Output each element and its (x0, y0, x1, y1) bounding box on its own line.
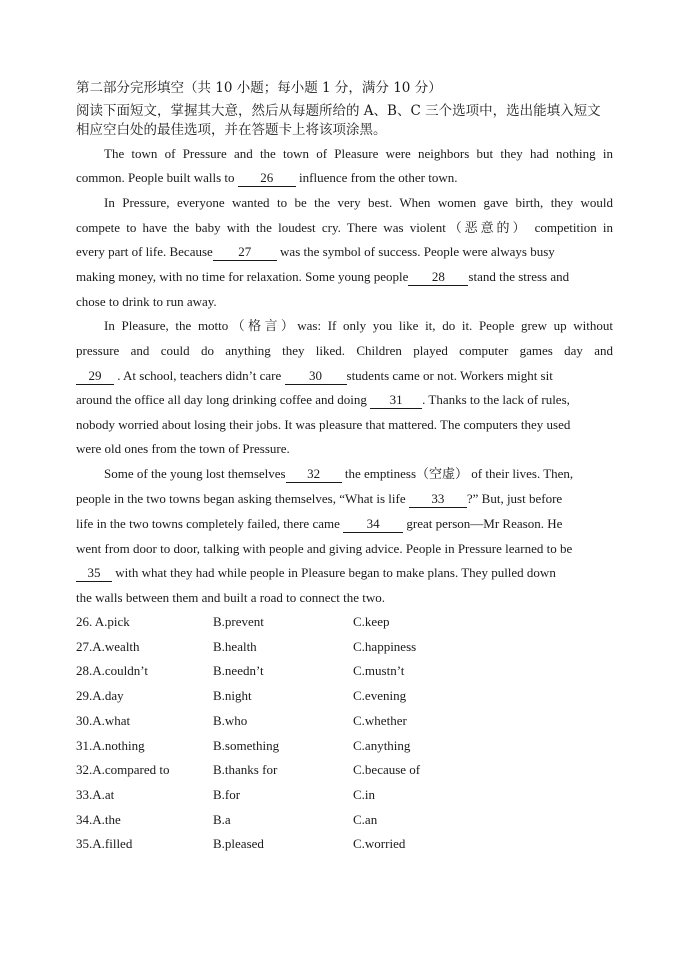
question-33-options (76, 783, 536, 807)
option-a: 30.A.what (76, 713, 131, 728)
question-32-options (76, 758, 536, 782)
p1-line-1: The town of Pressure and the town of Pleasure were neighbors but they had nothing in (104, 146, 613, 161)
p4-line-1-text-b: the emptiness（空虚） of their lives. Then, (341, 466, 574, 481)
p3-line-1: In Pleasure, the motto（格言）was: If only you like it, do it. People grew up without (104, 318, 613, 333)
p4-line-1 (104, 462, 613, 486)
option-c: C.happiness (353, 639, 417, 654)
question-34-options (76, 808, 536, 832)
blank-28: 28 (408, 269, 468, 286)
p2-line-3 (76, 240, 613, 264)
blank-27: 27 (213, 244, 277, 261)
blank-31: 31 (370, 392, 422, 409)
option-b: B.pleased (213, 836, 264, 851)
p4-line-2-text-a: people in the two towns began asking themselves, “What is life (76, 491, 409, 506)
p3-line-6: were old ones from the town of Pressure. (76, 441, 290, 456)
p2-line-4 (76, 265, 613, 289)
option-c: C.anything (353, 738, 411, 753)
option-a: 32.A.compared to (76, 762, 170, 777)
option-c: C.evening (353, 688, 407, 703)
p3-line-2: pressure and could do anything they liked. Children played computer games day and (76, 343, 613, 358)
p4-line-3-text-a: life in the two towns completely failed, there came (76, 516, 344, 531)
blank-29: 29 (76, 368, 114, 385)
option-c: C.in (353, 787, 376, 802)
option-c: C.whether (353, 713, 407, 728)
p1-line-2-text-b: influence from the other town. (295, 170, 458, 185)
p2-line-1: In Pressure, everyone wanted to be the very best. When women gave birth, they would (104, 195, 613, 210)
question-35-options (76, 832, 536, 856)
blank-34: 34 (343, 516, 403, 533)
p4-line-4: went from door to door, talking with people and giving advice. People in Pressure learned to be (76, 541, 573, 556)
option-b: B.who (213, 713, 248, 728)
instruction-line-2: 相应空白处的最佳选项，并在答题卡上将该项涂黑。 (76, 122, 387, 138)
p2-line-4-text-a: making money, with no time for relaxation. Some young people (76, 269, 409, 284)
blank-35: 35 (76, 565, 112, 582)
p4-line-3-text-b: great person—Mr Reason. He (403, 516, 563, 531)
option-a: 29.A.day (76, 688, 124, 703)
blank-30: 30 (285, 368, 347, 385)
question-30-options (76, 709, 536, 733)
option-c: C.mustn’t (353, 663, 405, 678)
option-b: B.something (213, 738, 280, 753)
option-b: B.a (213, 812, 231, 827)
p1-line-2-text-a: common. People built walls to (76, 170, 238, 185)
p3-line-5: nobody worried about losing their jobs. It was pleasure that mattered. The computers they used (76, 417, 571, 432)
p3-line-3 (76, 364, 613, 388)
question-26-options (76, 610, 536, 634)
option-a: 35.A.filled (76, 836, 133, 851)
option-c: C.because of (353, 762, 421, 777)
p4-line-3 (76, 512, 613, 536)
option-b: B.for (213, 787, 241, 802)
p2-line-5: chose to drink to run away. (76, 294, 217, 309)
option-b: B.prevent (213, 614, 264, 629)
option-a: 26. A.pick (76, 614, 130, 629)
question-27-options (76, 635, 536, 659)
question-29-options (76, 684, 536, 708)
p4-line-2 (76, 487, 613, 511)
p2-line-2: compete to have the baby with the loudest cry. There was violent（恶意的） competition in (76, 220, 613, 235)
option-c: C.worried (353, 836, 406, 851)
blank-32: 32 (286, 466, 342, 483)
option-a: 34.A.the (76, 812, 121, 827)
p2-line-3-text-b: was the symbol of success. People were always busy (276, 244, 555, 259)
option-c: C.an (353, 812, 378, 827)
p3-line-4-text-a: around the office all day long drinking coffee and doing (76, 392, 371, 407)
option-a: 33.A.at (76, 787, 115, 802)
p4-line-5 (76, 561, 613, 585)
p3-line-4-text-b: . Thanks to the lack of rules, (422, 392, 570, 407)
p3-line-4 (76, 388, 613, 412)
option-a: 27.A.wealth (76, 639, 140, 654)
p4-line-6: the walls between them and built a road to connect the two. (76, 590, 386, 605)
p4-line-1-text-a: Some of the young lost themselves (104, 466, 286, 481)
option-a: 31.A.nothing (76, 738, 145, 753)
option-a: 28.A.couldn’t (76, 663, 148, 678)
option-c: C.keep (353, 614, 390, 629)
p1-line-2 (76, 166, 613, 190)
p2-line-4-text-b: stand the stress and (468, 269, 570, 284)
p4-line-2-text-b: ?” But, just before (466, 491, 563, 506)
p2-line-3-text-a: every part of life. Because (76, 244, 213, 259)
instruction-line-1: 阅读下面短文，掌握其大意，然后从每题所给的 A、B、C 三个选项中，选出能填入短文 (76, 103, 601, 119)
option-b: B.thanks for (213, 762, 278, 777)
section-title: 第二部分完形填空（共 10 小题；每小题 1 分，满分 10 分） (76, 80, 442, 96)
option-b: B.health (213, 639, 257, 654)
p3-line-3-text-b: students came or not. Workers might sit (346, 368, 553, 383)
p3-line-3-text-a: . At school, teachers didn’t care (114, 368, 285, 383)
blank-33: 33 (409, 491, 467, 508)
option-b: B.night (213, 688, 252, 703)
question-28-options (76, 659, 536, 683)
question-31-options (76, 734, 536, 758)
blank-26: 26 (238, 170, 296, 187)
option-b: B.needn’t (213, 663, 264, 678)
p4-line-5-text-b: with what they had while people in Pleasure began to make plans. They pulled down (112, 565, 556, 580)
